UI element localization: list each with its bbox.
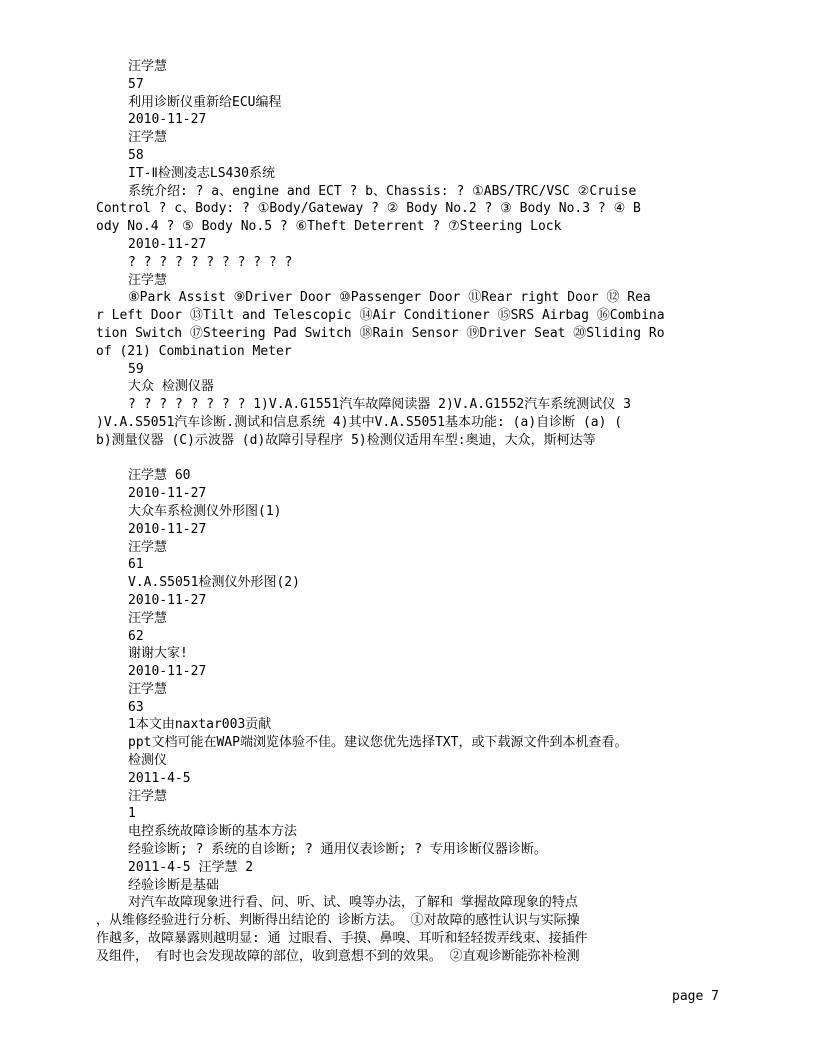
author-line: 汪学慧 xyxy=(128,130,168,146)
body-text-line: b)测量仪器 (C)示波器 (d)故障引导程序 5)检测仪适用车型:奥迪，大众，斯柯达等 xyxy=(96,432,596,448)
date-author-line: 2011-4-5 汪学慧 2 xyxy=(128,859,254,875)
slide-title-line: IT-Ⅱ检测凌志LS430系统 xyxy=(128,165,276,181)
page-number: page 7 xyxy=(672,989,719,1004)
body-text-line: ? ? ? ? ? ? ? ? 1)V.A.G1551汽车故障阅读器 2)V.A.G1552汽车系统测试仪 3 xyxy=(128,397,631,413)
body-text-line: 经验诊断; ? 系统的自诊断; ? 通用仪表诊断; ? 专用诊断仪器诊断。 xyxy=(128,842,547,858)
author-line: 汪学慧 xyxy=(128,681,168,697)
author-line: 汪学慧 xyxy=(128,539,168,555)
body-text-line: 对汽车故障现象进行看、问、听、试、嗅等办法，了解和 掌握故障现象的特点 xyxy=(128,895,578,911)
body-text-line: ，从维修经验进行分析、判断得出结论的 诊断方法。 ①对故障的感性认识与实际操 xyxy=(96,913,580,929)
slide-number-line: 1 xyxy=(128,806,136,822)
slide-number-line: 63 xyxy=(128,699,144,715)
date-line: 2010-11-27 xyxy=(128,112,207,128)
date-line: 2010-11-27 xyxy=(128,521,207,537)
body-text-line: )V.A.S5051汽车诊断.测试和信息系统 4)其中V.A.S5051基本功能: (a)自诊断 (a) ( xyxy=(96,414,623,430)
body-text-line: ody No.4 ? ⑤ Body No.5 ? ⑥Theft Deterrent ? ⑦Steering Lock xyxy=(96,219,562,235)
slide-title-line: 经验诊断是基础 xyxy=(128,877,220,893)
slide-title-line: 大众车系检测仪外形图(1) xyxy=(128,503,282,519)
slide-title-line: 利用诊断仪重新给ECU编程 xyxy=(128,94,282,110)
body-text-line: 及组件， 有时也会发现故障的部位，收到意想不到的效果。 ②直观诊断能弥补检测 xyxy=(96,948,580,964)
placeholder-line: ? ? ? ? ? ? ? ? ? ? ? xyxy=(128,254,293,270)
body-text-line: Control ? c、Body: ? ①Body/Gateway ? ② Body No.2 ? ③ Body No.3 ? ④ B xyxy=(96,201,641,217)
date-line: 2010-11-27 xyxy=(128,664,207,680)
author-line: 汪学慧 xyxy=(128,610,168,626)
blank-line xyxy=(96,450,676,468)
slide-title-line: V.A.S5051检测仪外形图(2) xyxy=(128,575,300,591)
notice-line: ppt文档可能在WAP端浏览体验不佳。建议您优先选择TXT，或下载源文件到本机查看。 xyxy=(128,735,628,751)
date-line: 2011-4-5 xyxy=(128,770,191,786)
author-line: 汪学慧 xyxy=(128,59,168,74)
slide-title-line: 电控系统故障诊断的基本方法 xyxy=(128,824,298,840)
date-line: 2010-11-27 xyxy=(128,236,207,252)
body-text-line: tion Switch ⑰Steering Pad Switch ⑱Rain Sensor ⑲Driver Seat ⑳Sliding Ro xyxy=(96,325,665,341)
slide-number-line: 59 xyxy=(128,361,144,377)
contributor-line: 1本文由naxtar003贡献 xyxy=(128,717,272,733)
slide-number-line: 57 xyxy=(128,76,144,92)
slide-number-line: 58 xyxy=(128,147,144,163)
slide-number-line: 62 xyxy=(128,628,144,644)
body-text-line: 系统介绍: ? a、engine and ECT ? b、Chassis: ? ①ABS/TRC/VSC ②Cruise xyxy=(128,183,637,199)
body-text-line: r Left Door ⑬Tilt and Telescopic ⑭Air Conditioner ⑮SRS Airbag ⑯Combina xyxy=(96,308,665,324)
slide-title-line: 大众 检测仪器 xyxy=(128,379,214,395)
slide-title-line: 谢谢大家! xyxy=(128,646,188,662)
body-text-line: 作越多，故障暴露则越明显: 通 过眼看、手摸、鼻嗅、耳听和轻轻拨弄线束、接插件 xyxy=(96,931,588,947)
slide-title-line: 检测仪 xyxy=(128,753,168,769)
body-text-line: of (21) Combination Meter xyxy=(96,343,292,359)
author-line: 汪学慧 xyxy=(128,788,168,804)
body-text-line: ⑧Park Assist ⑨Driver Door ⑩Passenger Door ⑪Rear right Door ⑫ Rea xyxy=(128,290,651,306)
author-line: 汪学慧 60 xyxy=(128,468,191,484)
document-body xyxy=(96,58,676,966)
author-line: 汪学慧 xyxy=(128,272,168,288)
date-line: 2010-11-27 xyxy=(128,592,207,608)
slide-number-line: 61 xyxy=(128,557,144,573)
date-line: 2010-11-27 xyxy=(128,486,207,502)
